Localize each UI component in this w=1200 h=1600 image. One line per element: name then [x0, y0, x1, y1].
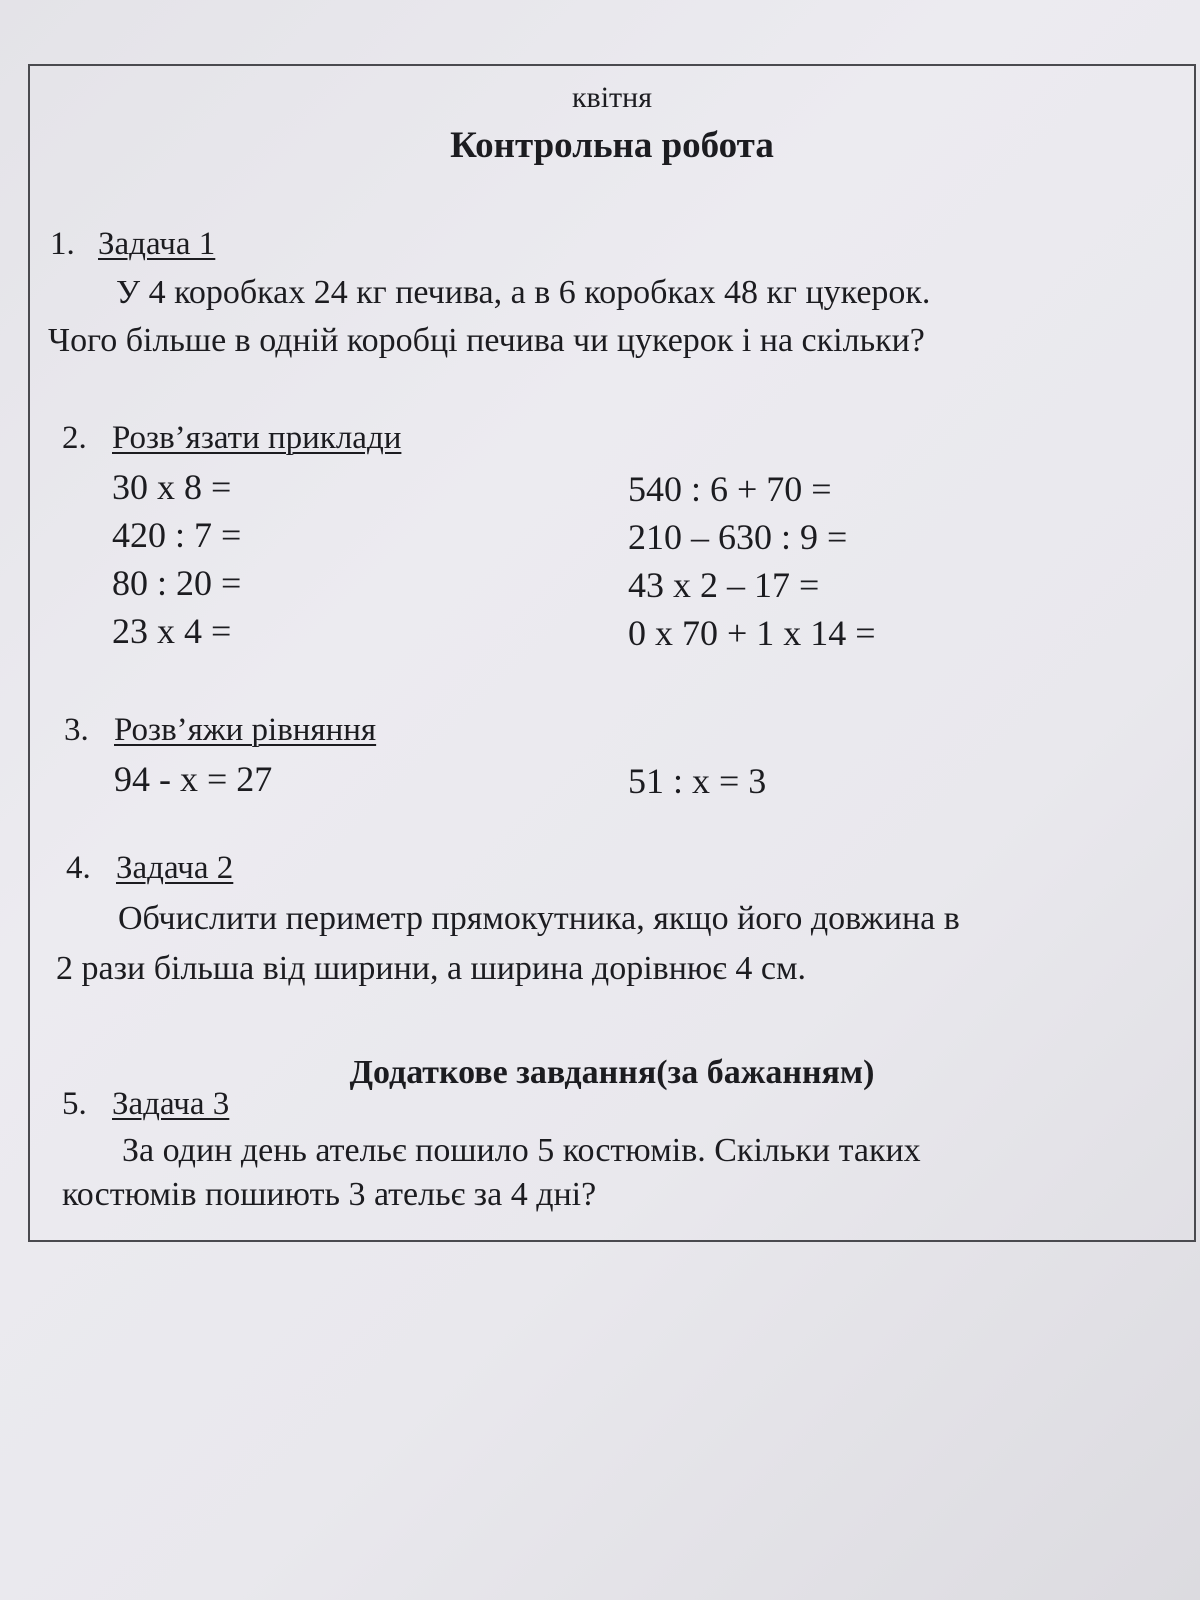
task-2-example-left-4: 23 х 4 =	[112, 611, 232, 651]
header-date: квітня	[571, 81, 653, 114]
task-4-number: 4.	[66, 850, 91, 886]
task-2-example-right-2: 210 – 630 : 9 =	[628, 517, 848, 557]
task-1-text-line-2: Чого більше в одній коробці печива чи цукерок і на скільки?	[48, 322, 925, 359]
task-2-example-left-1: 30 х 8 =	[112, 467, 232, 507]
task-3-equation-left: 94 - х = 27	[114, 759, 273, 799]
task-4-text-line-2: 2 рази більша від ширини, а ширина дорівнює 4 см.	[56, 950, 807, 987]
task-2-example-right-1: 540 : 6 + 70 =	[628, 469, 832, 509]
task-1-heading: Задача 1	[98, 226, 216, 262]
worksheet	[28, 64, 1196, 1242]
page-title: Контрольна робота	[450, 125, 774, 166]
extra-task-title: Додаткове завдання(за бажанням)	[349, 1054, 875, 1091]
task-4-text-line-1: Обчислити периметр прямокутника, якщо його довжина в	[118, 900, 960, 937]
task-3-equation-right: 51 : х = 3	[628, 761, 767, 801]
task-2-example-left-3: 80 : 20 =	[112, 563, 242, 603]
task-3-number: 3.	[64, 712, 89, 748]
task-1-text-line-1: У 4 коробках 24 кг печива, а в 6 коробках 48 кг цукерок.	[116, 274, 931, 311]
task-5-number: 5.	[62, 1086, 87, 1122]
task-1-number: 1.	[50, 226, 75, 262]
task-2-example-right-4: 0 х 70 + 1 х 14 =	[628, 613, 876, 653]
task-3-heading: Розв’яжи рівняння	[114, 712, 377, 748]
task-2-heading: Розв’язати приклади	[112, 420, 402, 456]
task-2-example-right-3: 43 х 2 – 17 =	[628, 565, 820, 605]
task-5-text-line-2: костюмів пошиють 3 ательє за 4 дні?	[62, 1176, 597, 1213]
task-5-heading: Задача 3	[112, 1086, 230, 1122]
task-2-number: 2.	[62, 420, 87, 456]
task-5-text-line-1: За один день ательє пошило 5 костюмів. Скільки таких	[122, 1132, 921, 1169]
task-2-example-left-2: 420 : 7 =	[112, 515, 242, 555]
task-4-heading: Задача 2	[116, 850, 234, 886]
